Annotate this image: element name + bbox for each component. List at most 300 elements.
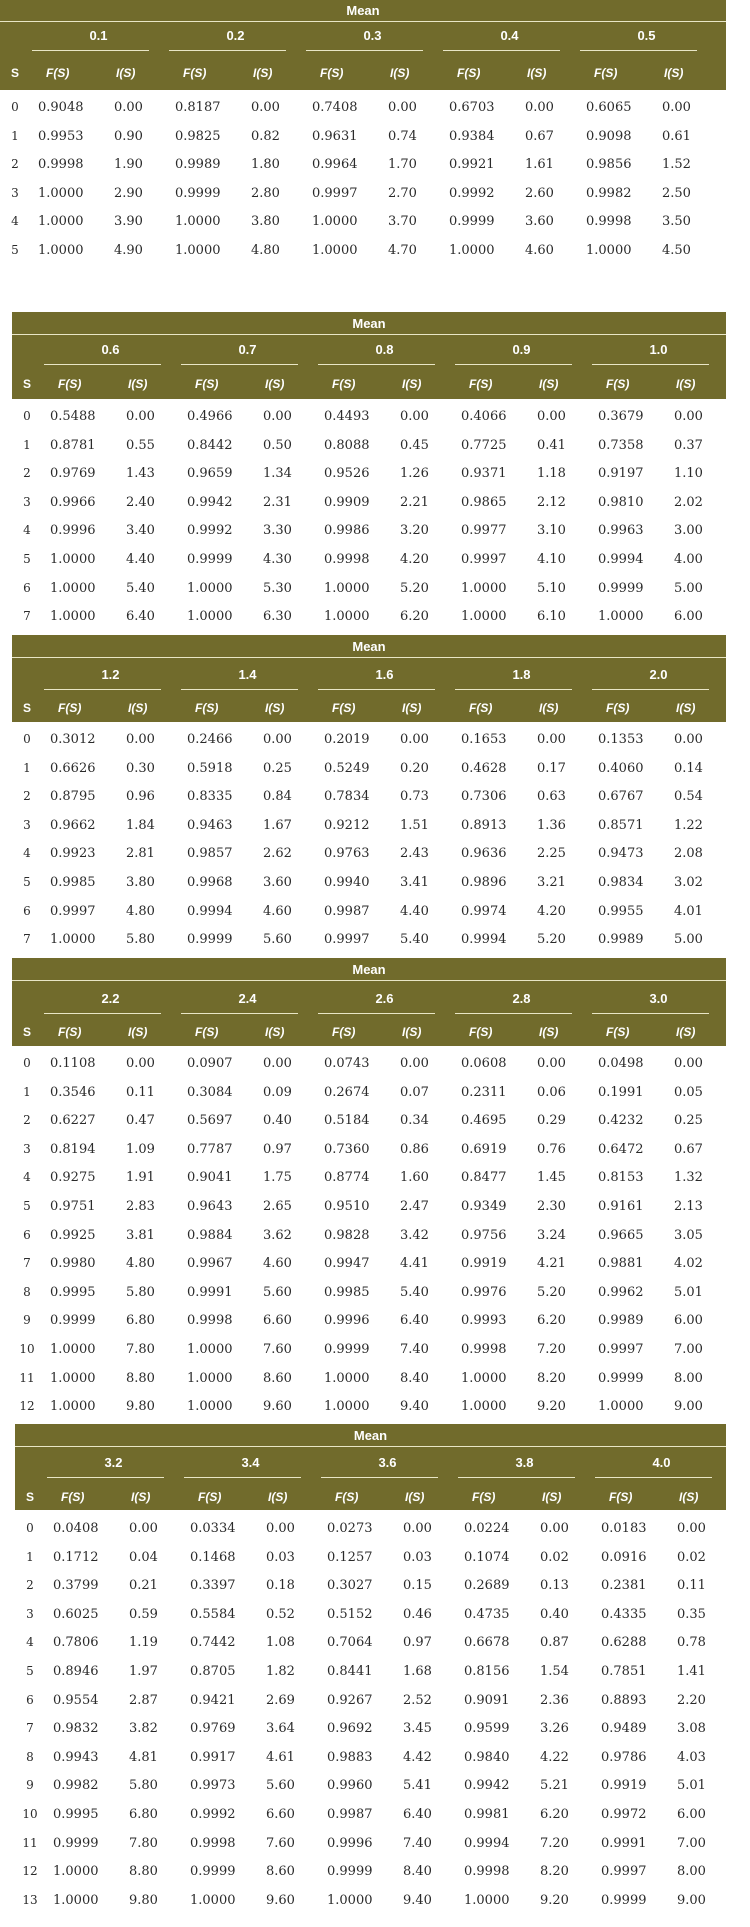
cell-i: 0.59	[129, 1606, 158, 1622]
cell-i: 4.00	[674, 552, 703, 567]
cell-i: 2.81	[126, 846, 155, 862]
cell-f: 0.0743	[324, 1056, 370, 1071]
cell-f: 0.8441	[327, 1664, 373, 1679]
cell-i: 4.60	[263, 1256, 292, 1272]
cell-f: 0.5488	[50, 409, 96, 424]
cell-i: 5.20	[537, 1284, 566, 1300]
cell-f: 1.0000	[187, 609, 233, 625]
cell-s: 13	[22, 1892, 38, 1907]
cell-f: 0.9989	[598, 932, 644, 948]
mean-group-label: 0.1	[89, 28, 108, 43]
group-underline	[44, 1013, 161, 1014]
mean-group-label: 2.2	[101, 991, 120, 1006]
cell-f: 1.0000	[50, 932, 96, 948]
cell-f: 0.9997	[312, 185, 358, 201]
cell-i: 0.35	[677, 1606, 706, 1622]
cell-f: 0.1991	[598, 1084, 644, 1100]
cell-f: 1.0000	[53, 1892, 99, 1908]
cell-i: 8.40	[400, 1370, 429, 1386]
cell-f: 0.9840	[464, 1749, 510, 1765]
cell-i: 2.36	[540, 1692, 569, 1708]
cell-i: 5.01	[677, 1778, 706, 1794]
column-header-i: I(S)	[253, 66, 273, 80]
cell-s: 3	[23, 1141, 31, 1156]
cell-s: 2	[11, 157, 19, 172]
cell-i: 2.83	[126, 1199, 155, 1214]
cell-i: 2.40	[126, 494, 155, 510]
group-underline	[169, 50, 286, 51]
cell-s: 0	[23, 409, 31, 423]
cell-i: 1.09	[126, 1141, 155, 1157]
cell-i: 5.60	[263, 932, 292, 948]
cell-f: 0.9998	[38, 157, 84, 173]
cell-i: 2.52	[403, 1692, 432, 1708]
column-header-i: I(S)	[676, 1025, 696, 1039]
cell-f: 1.0000	[461, 580, 507, 596]
cell-f: 0.9857	[187, 846, 233, 862]
cell-s: 6	[23, 1227, 31, 1242]
cell-i: 4.40	[400, 903, 429, 919]
cell-i: 1.10	[674, 466, 703, 482]
cell-i: 1.84	[126, 817, 155, 833]
cell-i: 7.60	[263, 1342, 292, 1357]
mean-title: Mean	[352, 961, 386, 977]
cell-s: 5	[11, 243, 19, 257]
cell-i: 1.34	[263, 466, 292, 482]
cell-f: 0.9992	[190, 1807, 236, 1822]
mean-group-label: 3.0	[649, 991, 668, 1006]
cell-i: 3.41	[400, 875, 429, 890]
cell-s: 1	[26, 1549, 34, 1564]
cell-i: 0.21	[129, 1578, 158, 1594]
data-table	[0, 0, 726, 278]
cell-i: 4.30	[263, 552, 292, 567]
cell-i: 0.11	[677, 1578, 706, 1594]
cell-i: 4.20	[400, 552, 429, 567]
group-underline	[592, 689, 709, 690]
table-header	[12, 958, 726, 1046]
column-header-i: I(S)	[265, 701, 285, 715]
cell-s: 6	[23, 580, 31, 595]
cell-i: 0.47	[126, 1113, 155, 1129]
cell-f: 0.6626	[50, 760, 96, 776]
mean-group-label: 0.9	[512, 342, 531, 357]
cell-s: 1	[11, 128, 19, 143]
cell-i: 4.70	[388, 243, 417, 258]
cell-f: 0.1353	[598, 732, 644, 747]
cell-i: 0.82	[251, 128, 280, 144]
cell-s: 6	[23, 903, 31, 918]
cell-i: 2.20	[677, 1692, 706, 1708]
cell-i: 1.91	[126, 1170, 155, 1186]
cell-f: 0.9384	[449, 128, 495, 144]
group-underline	[592, 364, 709, 365]
cell-f: 0.9048	[38, 100, 84, 115]
cell-i: 4.80	[251, 243, 280, 258]
cell-i: 2.60	[525, 185, 554, 201]
cell-s: 10	[19, 1342, 35, 1356]
cell-i: 0.00	[263, 1056, 292, 1071]
cell-i: 0.03	[403, 1549, 432, 1565]
cell-i: 0.00	[126, 732, 155, 747]
cell-f: 1.0000	[461, 1370, 507, 1386]
column-header-f: F(S)	[58, 701, 82, 715]
cell-f: 0.9692	[327, 1721, 373, 1737]
cell-f: 0.9756	[461, 1227, 507, 1243]
column-header-s: S	[25, 1490, 34, 1504]
cell-s: 5	[23, 1199, 31, 1213]
group-underline	[44, 364, 161, 365]
column-header-f: F(S)	[198, 1490, 222, 1504]
cell-i: 6.80	[126, 1313, 155, 1329]
group-underline	[318, 1013, 435, 1014]
cell-i: 2.12	[537, 494, 566, 510]
cell-i: 0.61	[662, 128, 691, 144]
column-header-i: I(S)	[128, 701, 148, 715]
mean-title: Mean	[352, 638, 386, 654]
column-header-i: I(S)	[265, 377, 285, 391]
cell-i: 4.02	[674, 1256, 703, 1272]
cell-f: 0.9996	[50, 523, 96, 539]
cell-i: 3.60	[525, 214, 554, 230]
group-underline	[443, 50, 560, 51]
cell-f: 0.9510	[324, 1199, 370, 1214]
cell-f: 1.0000	[38, 243, 84, 258]
cell-s: 0	[26, 1521, 34, 1535]
cell-f: 1.0000	[190, 1892, 236, 1908]
mean-title: Mean	[352, 315, 386, 331]
cell-i: 2.02	[674, 494, 703, 510]
column-header-f: F(S)	[195, 377, 219, 391]
cell-f: 0.9940	[324, 875, 370, 890]
cell-f: 0.9999	[50, 1313, 96, 1329]
cell-i: 5.80	[126, 1284, 155, 1300]
cell-f: 0.1108	[50, 1056, 96, 1071]
cell-f: 0.6919	[461, 1141, 507, 1157]
table-row	[15, 1892, 726, 1927]
cell-f: 0.2019	[324, 732, 370, 747]
cell-f: 0.9994	[598, 552, 644, 567]
cell-i: 6.60	[266, 1807, 295, 1822]
cell-i: 3.21	[537, 875, 566, 890]
cell-f: 0.9977	[461, 523, 507, 539]
cell-s: 8	[26, 1749, 34, 1764]
cell-f: 0.9953	[38, 128, 84, 144]
cell-i: 3.26	[540, 1721, 569, 1737]
cell-f: 0.9091	[464, 1692, 510, 1708]
cell-i: 5.00	[674, 580, 703, 596]
cell-i: 0.06	[537, 1084, 566, 1100]
data-table	[15, 1424, 726, 1927]
cell-i: 5.80	[126, 932, 155, 948]
cell-i: 0.67	[525, 128, 554, 144]
cell-f: 1.0000	[461, 1399, 507, 1415]
column-header-i: I(S)	[539, 377, 559, 391]
cell-f: 1.0000	[598, 1399, 644, 1415]
cell-f: 1.0000	[312, 243, 358, 258]
column-header-f: F(S)	[332, 377, 356, 391]
cell-i: 0.84	[263, 789, 292, 805]
cell-i: 0.41	[537, 437, 566, 453]
title-rule	[12, 657, 726, 658]
cell-f: 1.0000	[464, 1892, 510, 1908]
cell-f: 0.9974	[461, 903, 507, 919]
cell-f: 0.9921	[449, 157, 495, 173]
cell-f: 0.2674	[324, 1084, 370, 1100]
cell-f: 0.9896	[461, 875, 507, 890]
group-underline	[458, 1477, 575, 1478]
column-header-f: F(S)	[472, 1490, 496, 1504]
cell-f: 1.0000	[598, 609, 644, 625]
cell-f: 0.9964	[312, 157, 358, 173]
cell-i: 7.20	[537, 1342, 566, 1357]
cell-f: 0.9994	[187, 903, 233, 919]
cell-i: 0.03	[266, 1549, 295, 1565]
cell-f: 1.0000	[38, 185, 84, 201]
cell-i: 2.69	[266, 1692, 295, 1708]
cell-f: 0.9985	[324, 1284, 370, 1300]
cell-i: 1.97	[129, 1664, 158, 1679]
column-header-f: F(S)	[606, 701, 630, 715]
cell-f: 0.1653	[461, 732, 507, 747]
cell-f: 0.9832	[53, 1721, 99, 1737]
cell-s: 11	[19, 1370, 35, 1385]
cell-f: 0.8335	[187, 789, 233, 805]
cell-s: 4	[23, 846, 31, 861]
cell-i: 0.00	[400, 409, 429, 424]
table-header	[12, 635, 726, 722]
cell-i: 6.40	[126, 609, 155, 625]
cell-f: 1.0000	[324, 1399, 370, 1415]
cell-i: 3.00	[674, 523, 703, 539]
cell-i: 1.41	[677, 1664, 706, 1679]
cell-f: 0.0224	[464, 1521, 510, 1536]
cell-f: 0.1468	[190, 1549, 236, 1565]
cell-f: 0.9665	[598, 1227, 644, 1243]
cell-i: 0.74	[388, 128, 417, 144]
cell-f: 0.8893	[601, 1692, 647, 1708]
data-table	[12, 958, 726, 1434]
cell-f: 0.8913	[461, 817, 507, 833]
cell-f: 0.0916	[601, 1549, 647, 1565]
column-header-f: F(S)	[332, 701, 356, 715]
cell-f: 0.9999	[53, 1835, 99, 1851]
cell-i: 2.21	[400, 494, 429, 510]
cell-s: 3	[11, 185, 19, 200]
cell-i: 0.11	[126, 1084, 155, 1100]
mean-group-label: 1.2	[101, 667, 120, 682]
cell-i: 0.00	[400, 1056, 429, 1071]
cell-i: 2.62	[263, 846, 292, 862]
cell-f: 0.9825	[175, 128, 221, 144]
cell-s: 2	[23, 1113, 31, 1128]
column-header-s: S	[22, 377, 31, 391]
cell-i: 0.02	[540, 1549, 569, 1565]
cell-f: 0.8153	[598, 1170, 644, 1186]
cell-i: 0.37	[674, 437, 703, 453]
cell-f: 0.9856	[586, 157, 632, 173]
cell-f: 0.2466	[187, 732, 233, 747]
cell-i: 4.90	[114, 243, 143, 258]
group-underline	[318, 689, 435, 690]
cell-i: 1.80	[251, 157, 280, 173]
column-header-f: F(S)	[183, 66, 207, 80]
cell-f: 0.3679	[598, 409, 644, 424]
cell-f: 0.9554	[53, 1692, 99, 1708]
cell-f: 0.9662	[50, 817, 96, 833]
cell-i: 0.00	[525, 100, 554, 115]
cell-i: 6.00	[674, 1313, 703, 1329]
cell-f: 0.5584	[190, 1606, 236, 1622]
cell-f: 1.0000	[586, 243, 632, 258]
cell-s: 0	[11, 100, 19, 114]
cell-i: 0.54	[674, 789, 703, 805]
cell-f: 0.9943	[53, 1749, 99, 1765]
cell-s: 1	[23, 1084, 31, 1099]
table-row	[0, 243, 726, 278]
cell-f: 0.9763	[324, 846, 370, 862]
cell-s: 4	[11, 214, 19, 229]
cell-s: 2	[23, 466, 31, 481]
cell-i: 0.15	[403, 1578, 432, 1594]
cell-f: 0.7725	[461, 437, 507, 453]
cell-s: 4	[23, 1170, 31, 1185]
column-header-f: F(S)	[469, 701, 493, 715]
cell-i: 2.65	[263, 1199, 292, 1214]
cell-i: 2.31	[263, 494, 292, 510]
cell-f: 0.9828	[324, 1227, 370, 1243]
column-header-i: I(S)	[527, 66, 547, 80]
column-header-f: F(S)	[594, 66, 618, 80]
cell-i: 5.00	[674, 932, 703, 948]
cell-i: 3.64	[266, 1721, 295, 1737]
column-header-i: I(S)	[402, 377, 422, 391]
cell-i: 1.51	[400, 817, 429, 833]
cell-i: 8.20	[537, 1370, 566, 1386]
cell-f: 0.0907	[187, 1056, 233, 1071]
group-underline	[595, 1477, 712, 1478]
cell-s: 7	[26, 1721, 34, 1736]
cell-f: 0.4335	[601, 1606, 647, 1622]
cell-i: 8.00	[677, 1864, 706, 1880]
cell-f: 0.9371	[461, 466, 507, 482]
table-header	[12, 312, 726, 399]
cell-f: 0.4066	[461, 409, 507, 424]
cell-i: 1.60	[400, 1170, 429, 1186]
mean-group-label: 3.8	[515, 1455, 534, 1470]
cell-i: 0.00	[537, 1056, 566, 1071]
cell-i: 0.00	[114, 100, 143, 115]
cell-f: 0.9786	[601, 1749, 647, 1765]
cell-f: 0.9998	[586, 214, 632, 230]
cell-f: 0.9463	[187, 817, 233, 833]
cell-f: 0.9212	[324, 817, 370, 833]
cell-i: 0.00	[677, 1521, 706, 1536]
cell-i: 3.10	[537, 523, 566, 539]
cell-s: 5	[23, 552, 31, 566]
mean-group-label: 0.4	[500, 28, 519, 43]
cell-f: 0.8571	[598, 817, 644, 833]
mean-group-label: 0.3	[363, 28, 382, 43]
cell-f: 0.9636	[461, 846, 507, 862]
group-underline	[318, 364, 435, 365]
cell-s: 8	[23, 1284, 31, 1299]
cell-f: 1.0000	[50, 1399, 96, 1415]
cell-i: 1.61	[525, 157, 554, 173]
group-underline	[455, 364, 572, 365]
column-header-f: F(S)	[195, 701, 219, 715]
cell-f: 0.9986	[324, 523, 370, 539]
cell-i: 7.40	[403, 1835, 432, 1851]
cell-f: 0.9349	[461, 1199, 507, 1214]
mean-group-label: 2.0	[649, 667, 668, 682]
cell-f: 0.9999	[601, 1892, 647, 1908]
column-header-f: F(S)	[332, 1025, 356, 1039]
mean-group-label: 1.0	[649, 342, 668, 357]
cell-f: 0.1257	[327, 1549, 373, 1565]
cell-f: 0.8477	[461, 1170, 507, 1186]
cell-i: 5.10	[537, 580, 566, 596]
cell-i: 1.54	[540, 1664, 569, 1679]
mean-group-label: 1.4	[238, 667, 257, 682]
cell-i: 0.87	[540, 1635, 569, 1651]
cell-i: 8.60	[263, 1370, 292, 1386]
cell-i: 1.68	[403, 1664, 432, 1679]
mean-group-label: 0.2	[226, 28, 245, 43]
cell-i: 0.29	[537, 1113, 566, 1129]
cell-i: 0.63	[537, 789, 566, 805]
cell-f: 0.9997	[50, 903, 96, 919]
cell-f: 0.9982	[586, 185, 632, 201]
cell-i: 0.00	[263, 732, 292, 747]
cell-f: 0.9267	[327, 1692, 373, 1708]
cell-f: 0.9999	[187, 932, 233, 948]
cell-i: 4.21	[537, 1256, 566, 1272]
cell-f: 0.9981	[464, 1807, 510, 1822]
group-underline	[184, 1477, 301, 1478]
mean-title: Mean	[346, 3, 380, 18]
cell-f: 0.9041	[187, 1170, 233, 1186]
column-header-f: F(S)	[469, 1025, 493, 1039]
cell-f: 0.6227	[50, 1113, 96, 1129]
mean-group-label: 0.8	[375, 342, 394, 357]
cell-i: 8.00	[674, 1370, 703, 1386]
cell-f: 1.0000	[449, 243, 495, 258]
column-header-f: F(S)	[195, 1025, 219, 1039]
cell-i: 0.46	[403, 1606, 432, 1622]
cell-i: 4.40	[126, 552, 155, 567]
group-underline	[181, 1013, 298, 1014]
title-rule	[12, 980, 726, 981]
cell-f: 0.9769	[50, 466, 96, 482]
cell-f: 0.9999	[598, 1370, 644, 1386]
column-header-i: I(S)	[405, 1490, 425, 1504]
cell-f: 1.0000	[327, 1892, 373, 1908]
cell-f: 0.9968	[187, 875, 233, 890]
cell-f: 0.9098	[586, 128, 632, 144]
cell-i: 0.00	[537, 732, 566, 747]
cell-i: 4.50	[662, 243, 691, 258]
cell-i: 0.00	[674, 732, 703, 747]
cell-f: 0.3799	[53, 1578, 99, 1594]
cell-f: 0.9989	[175, 157, 221, 173]
cell-f: 0.7064	[327, 1635, 373, 1651]
group-underline	[32, 50, 149, 51]
cell-f: 0.9960	[327, 1778, 373, 1794]
cell-f: 1.0000	[187, 580, 233, 596]
group-underline	[455, 689, 572, 690]
cell-i: 0.78	[677, 1635, 706, 1651]
